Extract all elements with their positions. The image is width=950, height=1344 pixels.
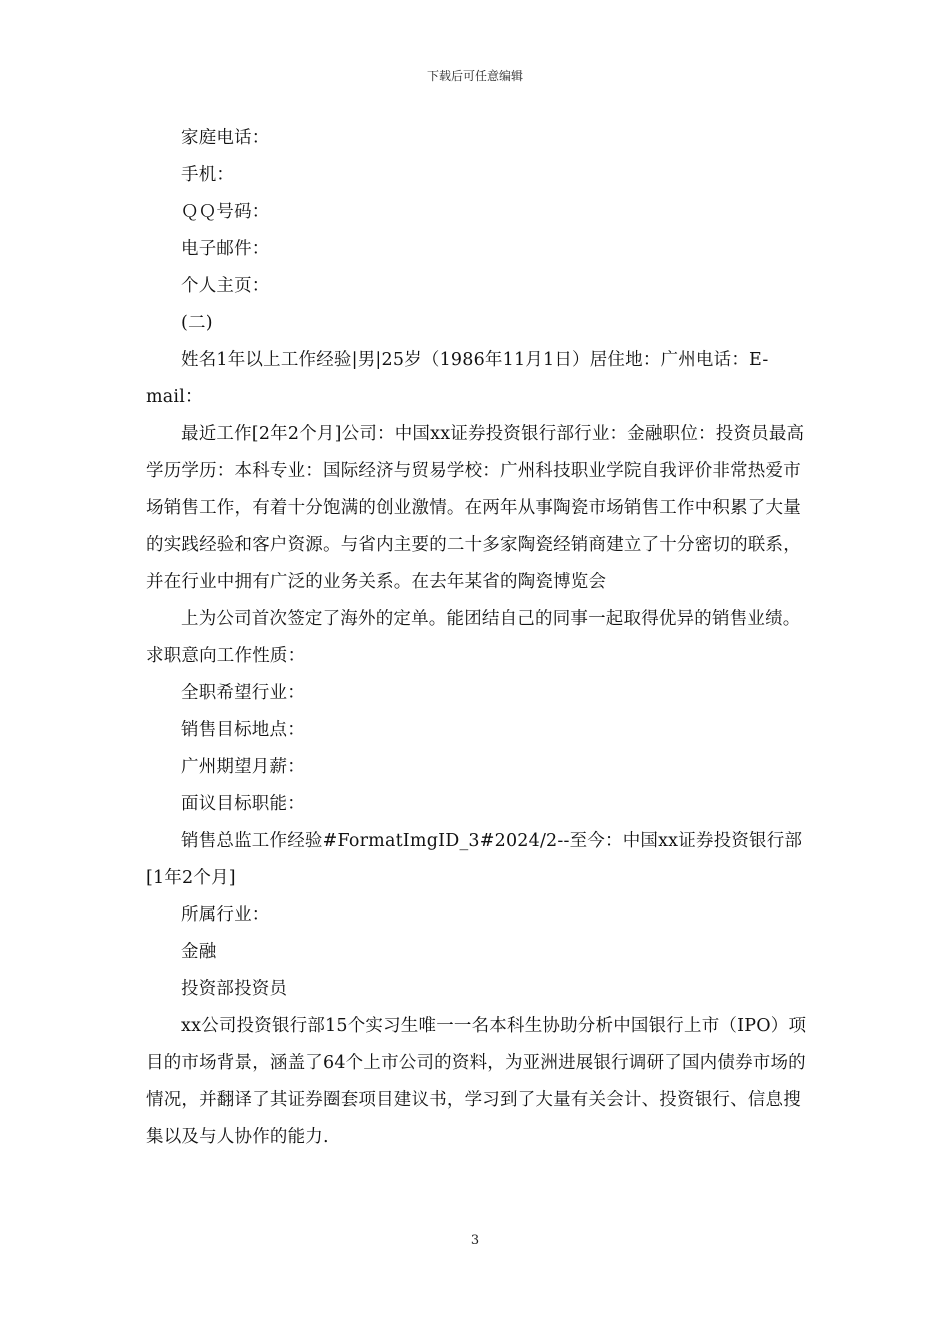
paragraph-recent-work: 最近工作[2年2个月]公司：中国xx证券投资银行部行业：金融职位：投资员最高学历学历：本科专业：国际经济与贸易学校：广州科技职业学院自我评价非常热爱市场销售工作，有着十分饱满的创业激情。在两年从事陶瓷市场销售工作中积累了大量的实践经验和客户资源。与省内主要的二十多家陶瓷经销商建立了十分密切的联系，并在行业中拥有广泛的业务关系。在去年某省的陶瓷博览会	[146, 424, 805, 592]
paragraph-position: 投资部投资员	[181, 979, 288, 999]
paragraph-job-intent: 上为公司首次签定了海外的定单。能团结自己的同事一起取得优异的销售业绩。求职意向工作性质：	[146, 609, 801, 666]
section-heading: (二)	[181, 313, 213, 333]
paragraph-internship: xx公司投资银行部15个实习生唯一一名本科生协助分析中国银行上市（IPO）项目的市场背景，涵盖了64个上市公司的资料，为亚洲进展银行调研了国内债券市场的情况，并翻译了其证券圈套项目建议书，学习到了大量有关会计、投资银行、信息搜集以及与人协作的能力.	[146, 1016, 807, 1147]
page-header: 下载后可任意编辑	[426, 69, 523, 83]
paragraph-personal-info: 姓名1年以上工作经验|男|25岁（1986年11月1日）居住地：广州电话：E-mail：	[146, 350, 769, 407]
paragraph-qq: ＱＱ号码：	[181, 202, 270, 222]
paragraph-homepage: 个人主页：	[181, 276, 270, 296]
paragraph-work-experience: 销售总监工作经验#FormatImgID_3#2024/2--至今：中国xx证券投资银行部[1年2个月]	[146, 831, 803, 888]
paragraph-home-phone: 家庭电话：	[181, 128, 270, 148]
paragraph-sales-location: 销售目标地点：	[181, 720, 305, 740]
document-body	[146, 120, 812, 1156]
paragraph-email: 电子邮件：	[181, 239, 270, 259]
paragraph-industry-label: 所属行业：	[181, 905, 270, 925]
paragraph-guangzhou-salary: 广州期望月薪：	[181, 757, 305, 777]
paragraph-mobile: 手机：	[181, 165, 235, 185]
paragraph-negotiable-function: 面议目标职能：	[181, 794, 305, 814]
page-number: 3	[470, 1233, 480, 1248]
paragraph-industry-value: 金融	[181, 942, 217, 962]
paragraph-fulltime: 全职希望行业：	[181, 683, 305, 703]
